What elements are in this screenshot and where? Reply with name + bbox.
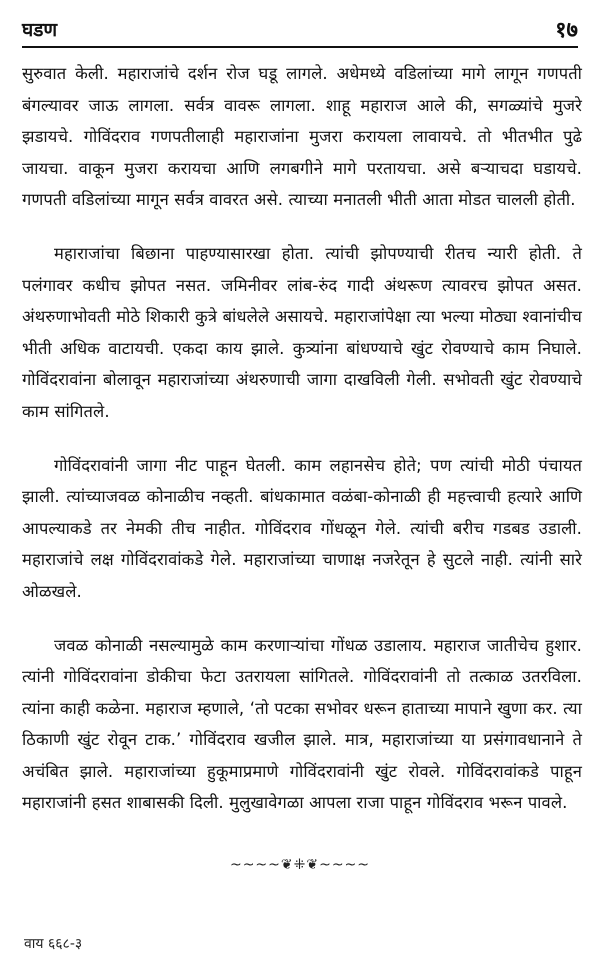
running-header: [22, 14, 578, 48]
paragraph-3: गोविंदरावांनी जागा नीट पाहून घेतली. काम लहानसेच होते; पण त्यांची मोठी पंचायत झाली. त्यांच्याजवळ कोनाळीच नव्हती. बांधकामात वळंबा-कोनाळी ही महत्त्वाची हत्यारे आणि आपल्याकडे तर नेमकी तीच नाहीत. गोविंदराव गोंधळून गेले. त्यांची बरीच गडबड उडाली. महाराजांचे लक्ष गोविंदरावांकडे गेले. महाराजांच्या चाणाक्ष नजरेतून हे सुटले नाही. त्यांनी सारे ओळखले.: [22, 455, 582, 601]
paragraph-2: महाराजांचा बिछाना पाहण्यासारखा होता. त्यांची झोपण्याची रीतच न्यारी होती. ते पलंगावर कधीच झोपत नसत. जमिनीवर लांब-रुंद गादी अंथरूण त्यावरच झोपत असत. अंथरुणाभोवती मोठे शिकारी कुत्रे बांधलेले असायचे. महाराजांपेक्षा त्या भल्या मोठ्या श्वानांचीच भीती अधिक वाटायची. एकदा काय झाले. कुत्र्यांना बांधण्याचे खुंट रोवण्याचे काम निघाले. गोविंदरावांना बोलावून महाराजांच्या अंथरुणाची जागा दाखविली गेली. सभोवती खुंट रोवण्याचे काम सांगितले.: [22, 243, 582, 421]
section-ornament: ~~~~❦⁜❦~~~~: [229, 857, 371, 873]
running-title: घडण: [22, 19, 58, 41]
body-text: [22, 58, 582, 841]
paragraph-1: सुरुवात केली. महाराजांचे दर्शन रोज घडू लागले. अधेमध्ये वडिलांच्या मागे लागून गणपती बंगल्यावर जाऊ लागला. सर्वत्र वावरू लागला. शाहू महाराज आले की, सगळ्यांचे मुजरे झडायचे. गोविंदराव गणपतीलाही महाराजांना मुजरा करायला लावायचे. तो भीतभीत पुढे जायचा. वाकून मुजरा करायचा आणि लगबगीने मागे परतायचा. असे बऱ्याचदा घडायचे. गणपती वडिलांच्या मागून सर्वत्र वावरत असे. त्याच्या मनातली भीती आता मोडत चालली होती.: [22, 64, 582, 210]
printer-signature: वाय ६६८-३: [24, 936, 83, 952]
page-number: १७: [555, 18, 578, 43]
paragraph-4: जवळ कोनाळी नसल्यामुळे काम करणाऱ्यांचा गोंधळ उडालाय. महाराज जातीचेच हुशार. त्यांनी गोविंदरावांना डोकीचा फेटा उतरायला सांगितले. गोविंदरावांनी तो तत्काळ उतरविला. त्यांना काही कळेना. महाराज म्हणाले, ‘तो पटका सभोवर धरून हाताच्या मापाने खुणा कर. त्या ठिकाणी खुंट रोवून टाक.’ गोविंदराव खजील झाले. मात्र, महाराजांच्या या प्रसंगावधानाने ते अचंबित झाले. महाराजांच्या हुकूमाप्रमाणे गोविंदरावांनी खुंट रोवले. गोविंदरावांकडे पाहून महाराजांनी हसत शाबासकी दिली. मुलुखावेगळा आपला राजा पाहून गोविंदराव भरून पावले.: [22, 635, 582, 813]
